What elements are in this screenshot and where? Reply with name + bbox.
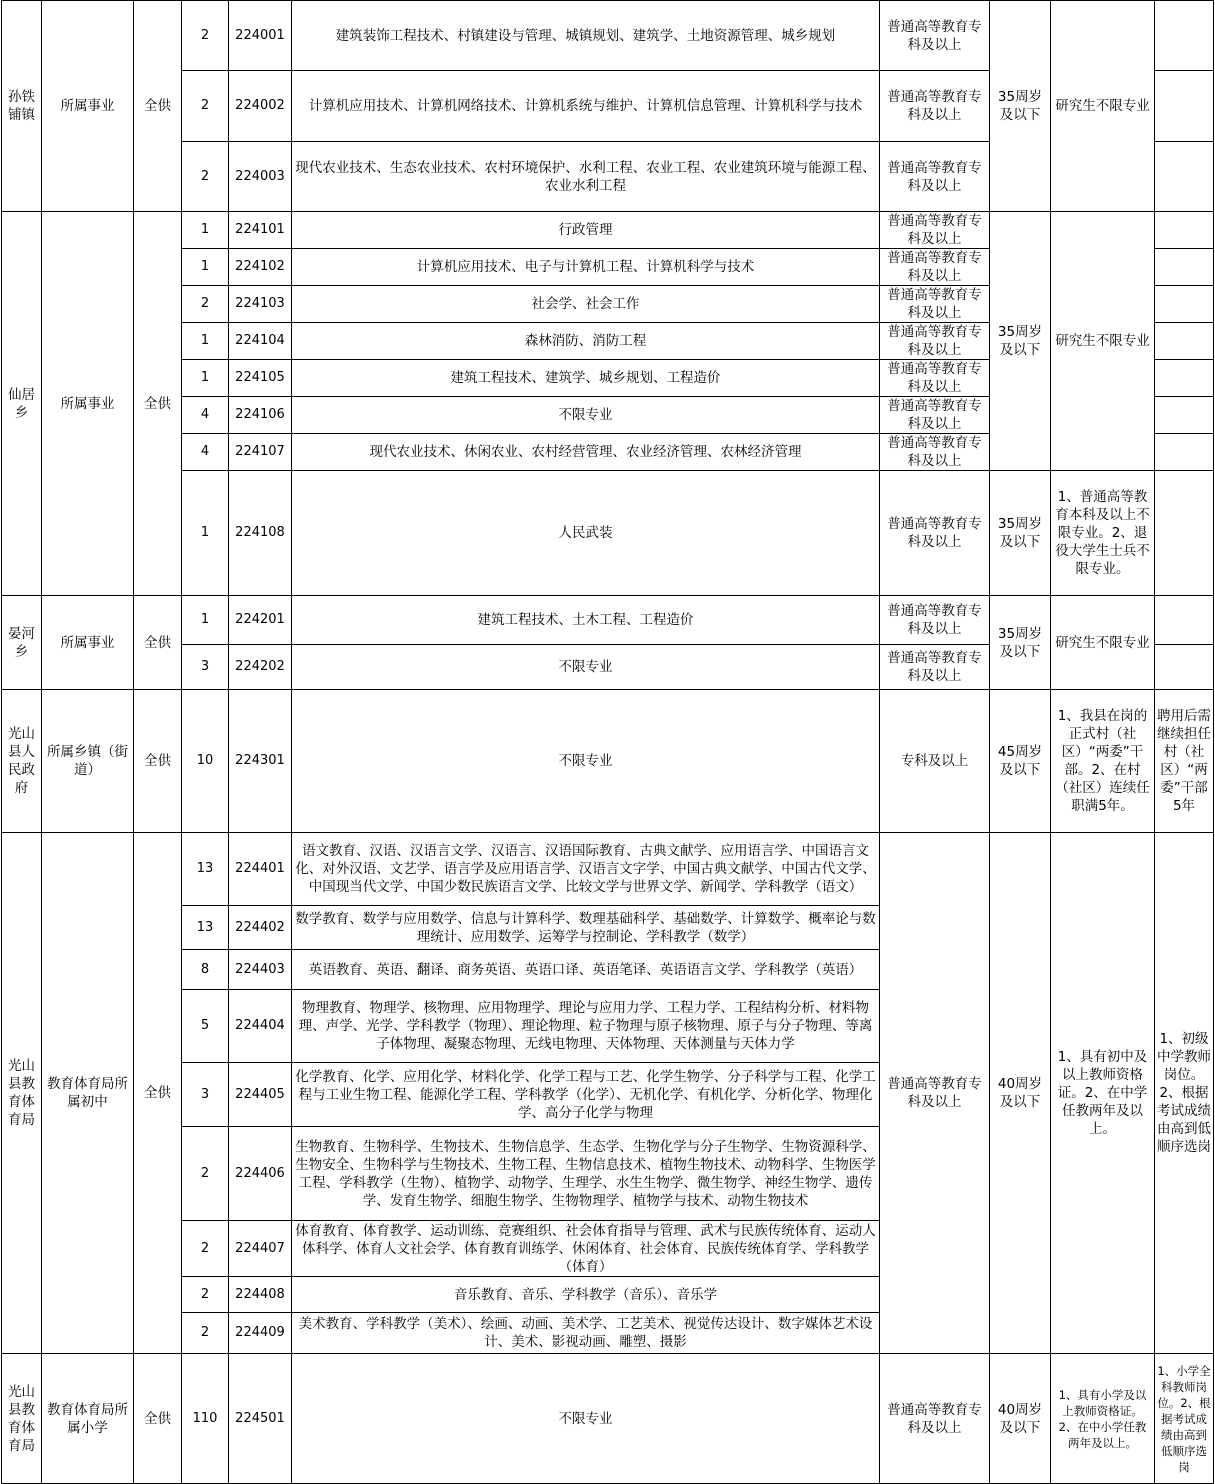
funding-cell: 全供 xyxy=(134,1,182,212)
job-position-table xyxy=(1,0,1214,1484)
code-cell: 224101 xyxy=(229,212,292,249)
note-cell xyxy=(1155,645,1214,690)
code-cell: 224102 xyxy=(229,249,292,286)
edu-cell: 普通高等教育专科及以上 xyxy=(880,833,990,1354)
table-row xyxy=(2,1,1214,71)
major-cell: 不限专业 xyxy=(292,1354,880,1484)
req-cell: 1、具有初中及以上教师资格证。2、在中学任教两年及以上。 xyxy=(1051,833,1155,1354)
funding-cell: 全供 xyxy=(134,596,182,690)
code-cell: 224404 xyxy=(229,990,292,1063)
code-cell: 224201 xyxy=(229,596,292,645)
type-cell: 所属乡镇（街道） xyxy=(42,690,134,833)
major-cell: 现代农业技术、生态农业技术、农村环境保护、水利工程、农业工程、农业建筑环境与能源工程、农业水利工程 xyxy=(292,142,880,212)
major-cell: 不限专业 xyxy=(292,397,880,434)
major-cell: 人民武装 xyxy=(292,471,880,596)
age-cell: 35周岁及以下 xyxy=(990,471,1051,596)
count-cell: 1 xyxy=(182,323,229,360)
table-row xyxy=(2,596,1214,645)
unit-cell: 仙居乡 xyxy=(2,212,42,596)
code-cell: 224301 xyxy=(229,690,292,833)
type-cell: 教育体育局所属小学 xyxy=(42,1354,134,1484)
edu-cell: 普通高等教育专科及以上 xyxy=(880,286,990,323)
req-cell: 1、我县在岗的正式村（社区）“两委”干部。2、在村（社区）连续任职满5年。 xyxy=(1051,690,1155,833)
count-cell: 8 xyxy=(182,950,229,990)
major-cell: 不限专业 xyxy=(292,690,880,833)
age-cell: 35周岁及以下 xyxy=(990,212,1051,471)
funding-cell: 全供 xyxy=(134,1354,182,1484)
funding-cell: 全供 xyxy=(134,690,182,833)
edu-cell: 普通高等教育专科及以上 xyxy=(880,249,990,286)
edu-cell: 专科及以上 xyxy=(880,690,990,833)
table-row xyxy=(2,690,1214,833)
edu-cell: 普通高等教育专科及以上 xyxy=(880,1,990,71)
count-cell: 3 xyxy=(182,645,229,690)
code-cell: 224405 xyxy=(229,1063,292,1127)
age-cell: 40周岁及以下 xyxy=(990,1354,1051,1484)
major-cell: 英语教育、英语、翻译、商务英语、英语口译、英语笔译、英语语言文学、学科教学（英语） xyxy=(292,950,880,990)
note-cell xyxy=(1155,434,1214,471)
count-cell: 2 xyxy=(182,286,229,323)
code-cell: 224402 xyxy=(229,906,292,950)
note-cell: 1、初级中学教师岗位。2、根据考试成绩由高到低顺序选岗 xyxy=(1155,833,1214,1354)
count-cell: 5 xyxy=(182,990,229,1063)
type-cell: 所属事业 xyxy=(42,1,134,212)
age-cell: 35周岁及以下 xyxy=(990,596,1051,690)
code-cell: 224003 xyxy=(229,142,292,212)
code-cell: 224108 xyxy=(229,471,292,596)
major-cell: 计算机应用技术、电子与计算机工程、计算机科学与技术 xyxy=(292,249,880,286)
code-cell: 224409 xyxy=(229,1313,292,1354)
count-cell: 110 xyxy=(182,1354,229,1484)
code-cell: 224107 xyxy=(229,434,292,471)
count-cell: 2 xyxy=(182,142,229,212)
note-cell: 1、小学全科教师岗位。2、根据考试成绩由高到低顺序选岗 xyxy=(1155,1354,1214,1484)
major-cell: 不限专业 xyxy=(292,645,880,690)
major-cell: 建筑工程技术、土木工程、工程造价 xyxy=(292,596,880,645)
note-cell xyxy=(1155,212,1214,249)
count-cell: 2 xyxy=(182,1221,229,1277)
note-cell xyxy=(1155,360,1214,397)
req-cell: 研究生不限专业 xyxy=(1051,1,1155,212)
major-cell: 生物教育、生物科学、生物技术、生物信息学、生态学、生物化学与分子生物学、生物资源科学、生物安全、生物科学与生物技术、生物工程、生物信息技术、植物生物技术、动物科学、生物医学工程、学科教学（生物）、植物学、动物学、生理学、水生生物学、微生物学、神经生物学、遗传学、发育生物学、细胞生物学、生物物理学、植物学与技术、动物生物技术 xyxy=(292,1127,880,1221)
note-cell xyxy=(1155,142,1214,212)
type-cell: 所属事业 xyxy=(42,212,134,596)
note-cell xyxy=(1155,71,1214,142)
edu-cell: 普通高等教育专科及以上 xyxy=(880,1354,990,1484)
code-cell: 224106 xyxy=(229,397,292,434)
major-cell: 建筑工程技术、建筑学、城乡规划、工程造价 xyxy=(292,360,880,397)
code-cell: 224105 xyxy=(229,360,292,397)
code-cell: 224406 xyxy=(229,1127,292,1221)
count-cell: 1 xyxy=(182,249,229,286)
edu-cell: 普通高等教育专科及以上 xyxy=(880,212,990,249)
note-cell xyxy=(1155,286,1214,323)
major-cell: 物理教育、物理学、核物理、应用物理学、理论与应用力学、工程力学、工程结构分析、材料物理、声学、光学、学科教学（物理）、理论物理、粒子物理与原子核物理、原子与分子物理、等离子体物理、凝聚态物理、无线电物理、天体物理、天体测量与天体力学 xyxy=(292,990,880,1063)
type-cell: 所属事业 xyxy=(42,596,134,690)
major-cell: 数学教育、数学与应用数学、信息与计算科学、数理基础科学、基础数学、计算数学、概率论与数理统计、应用数学、运筹学与控制论、学科教学（数学） xyxy=(292,906,880,950)
count-cell: 1 xyxy=(182,596,229,645)
edu-cell: 普通高等教育专科及以上 xyxy=(880,323,990,360)
major-cell: 行政管理 xyxy=(292,212,880,249)
code-cell: 224401 xyxy=(229,833,292,906)
major-cell: 音乐教育、音乐、学科教学（音乐）、音乐学 xyxy=(292,1277,880,1313)
funding-cell: 全供 xyxy=(134,212,182,596)
note-cell xyxy=(1155,397,1214,434)
req-cell: 研究生不限专业 xyxy=(1051,212,1155,471)
major-cell: 计算机应用技术、计算机网络技术、计算机系统与维护、计算机信息管理、计算机科学与技术 xyxy=(292,71,880,142)
note-cell: 聘用后需继续担任村（社区）“两委”干部5年 xyxy=(1155,690,1214,833)
note-cell xyxy=(1155,323,1214,360)
code-cell: 224501 xyxy=(229,1354,292,1484)
edu-cell: 普通高等教育专科及以上 xyxy=(880,142,990,212)
edu-cell: 普通高等教育专科及以上 xyxy=(880,434,990,471)
code-cell: 224407 xyxy=(229,1221,292,1277)
major-cell: 语文教育、汉语、汉语言文学、汉语言、汉语国际教育、古典文献学、应用语言学、中国语言文化、对外汉语、文艺学、语言学及应用语言学、汉语言文字学、中国古典文献学、中国古代文学、中国现当代文学、中国少数民族语言文学、比较文学与世界文学、新闻学、学科教学（语文） xyxy=(292,833,880,906)
edu-cell: 普通高等教育专科及以上 xyxy=(880,397,990,434)
count-cell: 4 xyxy=(182,397,229,434)
unit-cell: 光山县教育体育局 xyxy=(2,1354,42,1484)
unit-cell: 光山县人民政府 xyxy=(2,690,42,833)
count-cell: 2 xyxy=(182,1277,229,1313)
count-cell: 4 xyxy=(182,434,229,471)
count-cell: 13 xyxy=(182,833,229,906)
code-cell: 224103 xyxy=(229,286,292,323)
table-row xyxy=(2,471,1214,596)
table-row xyxy=(2,1354,1214,1484)
major-cell: 美术教育、学科教学（美术）、绘画、动画、美术学、工艺美术、视觉传达设计、数字媒体艺术设计、美术、影视动画、雕塑、摄影 xyxy=(292,1313,880,1354)
code-cell: 224202 xyxy=(229,645,292,690)
edu-cell: 普通高等教育专科及以上 xyxy=(880,471,990,596)
note-cell xyxy=(1155,596,1214,645)
code-cell: 224104 xyxy=(229,323,292,360)
code-cell: 224002 xyxy=(229,71,292,142)
edu-cell: 普通高等教育专科及以上 xyxy=(880,360,990,397)
count-cell: 10 xyxy=(182,690,229,833)
table-row xyxy=(2,212,1214,249)
edu-cell: 普通高等教育专科及以上 xyxy=(880,645,990,690)
funding-cell: 全供 xyxy=(134,833,182,1354)
unit-cell: 孙铁铺镇 xyxy=(2,1,42,212)
major-cell: 社会学、社会工作 xyxy=(292,286,880,323)
major-cell: 化学教育、化学、应用化学、材料化学、化学工程与工艺、化学生物学、分子科学与工程、化学工程与工业生物工程、能源化学工程、学科教学（化学）、无机化学、有机化学、分析化学、物理化学、高分子化学与物理 xyxy=(292,1063,880,1127)
age-cell: 40周岁及以下 xyxy=(990,833,1051,1354)
count-cell: 2 xyxy=(182,1,229,71)
code-cell: 224403 xyxy=(229,950,292,990)
edu-cell: 普通高等教育专科及以上 xyxy=(880,596,990,645)
type-cell: 教育体育局所属初中 xyxy=(42,833,134,1354)
major-cell: 森林消防、消防工程 xyxy=(292,323,880,360)
note-cell xyxy=(1155,249,1214,286)
major-cell: 现代农业技术、休闲农业、农村经营管理、农业经济管理、农林经济管理 xyxy=(292,434,880,471)
edu-cell: 普通高等教育专科及以上 xyxy=(880,71,990,142)
code-cell: 224001 xyxy=(229,1,292,71)
unit-cell: 晏河乡 xyxy=(2,596,42,690)
major-cell: 建筑装饰工程技术、村镇建设与管理、城镇规划、建筑学、土地资源管理、城乡规划 xyxy=(292,1,880,71)
count-cell: 2 xyxy=(182,1127,229,1221)
count-cell: 2 xyxy=(182,1313,229,1354)
note-cell xyxy=(1155,1,1214,71)
table-row xyxy=(2,833,1214,906)
count-cell: 1 xyxy=(182,471,229,596)
unit-cell: 光山县教育体育局 xyxy=(2,833,42,1354)
req-cell: 1、具有小学及以上教师资格证。2、在中小学任教两年及以上。 xyxy=(1051,1354,1155,1484)
major-cell: 体育教育、体育教学、运动训练、竞赛组织、社会体育指导与管理、武术与民族传统体育、运动人体科学、体育人文社会学、体育教育训练学、休闲体育、社会体育、民族传统体育学、学科教学（体育） xyxy=(292,1221,880,1277)
count-cell: 3 xyxy=(182,1063,229,1127)
count-cell: 1 xyxy=(182,360,229,397)
req-cell: 研究生不限专业 xyxy=(1051,596,1155,690)
count-cell: 1 xyxy=(182,212,229,249)
count-cell: 13 xyxy=(182,906,229,950)
note-cell xyxy=(1155,471,1214,596)
count-cell: 2 xyxy=(182,71,229,142)
req-cell: 1、普通高等教育本科及以上不限专业。2、退役大学生士兵不限专业。 xyxy=(1051,471,1155,596)
code-cell: 224408 xyxy=(229,1277,292,1313)
age-cell: 35周岁及以下 xyxy=(990,1,1051,212)
age-cell: 45周岁及以下 xyxy=(990,690,1051,833)
